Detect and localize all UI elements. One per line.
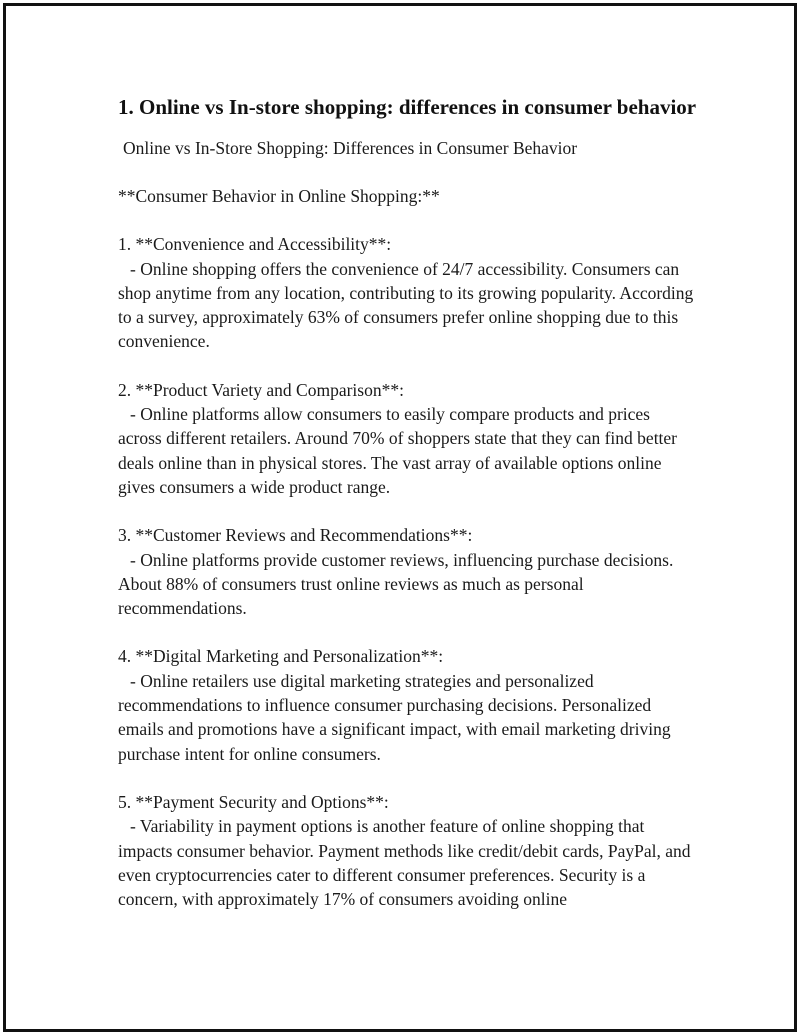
section-heading: **Consumer Behavior in Online Shopping:** [118, 186, 440, 206]
document-subtitle: Online vs In-Store Shopping: Differences in Consumer Behavior [123, 138, 578, 158]
item-detail: - Online platforms allow consumers to easily compare products and prices across different retailers. Around 70% of shoppers state that they can find better deals online than in physical stores. The vast array of available options online gives consumers a wide product range. [118, 404, 678, 497]
list-item [118, 232, 698, 353]
list-item [118, 378, 698, 499]
item-heading: 5. **Payment Security and Options**: [118, 791, 389, 812]
item-detail: - Online retailers use digital marketing strategies and personalized recommendations to influence consumer purchasing decisions. Personalized emails and promotions have a significant impact, with email marketing driving purchase intent for online consumers. [118, 670, 671, 764]
list-item [118, 644, 698, 765]
item-heading: 4. **Digital Marketing and Personalization**: [118, 646, 444, 667]
item-heading: 2. **Product Variety and Comparison**: [118, 379, 404, 400]
item-heading: 3. **Customer Reviews and Recommendations**: [118, 525, 473, 546]
item-detail: - Online platforms provide customer reviews, influencing purchase decisions. About 88% of consumers trust online reviews as much as personal recommendations. [118, 549, 674, 619]
document-body [118, 94, 698, 911]
list-item [118, 790, 698, 911]
item-detail: - Online shopping offers the convenience of 24/7 accessibility. Consumers can shop anytime from any location, contributing to its growing popularity. According to a survey, approximately 63% of consumers prefer online shopping due to this convenience. [118, 258, 694, 352]
item-heading: 1. **Convenience and Accessibility**: [118, 234, 392, 255]
document-title: 1. Online vs In-store shopping: differences in consumer behavior [118, 95, 697, 119]
item-detail: - Variability in payment options is another feature of online shopping that impacts consumer behavior. Payment methods like credit/debit cards, PayPal, and even cryptocurrencies cater to different consumer preferences. Security is a concern, with approximately 17% of consumers avoiding online [118, 816, 691, 910]
list-item [118, 523, 698, 620]
